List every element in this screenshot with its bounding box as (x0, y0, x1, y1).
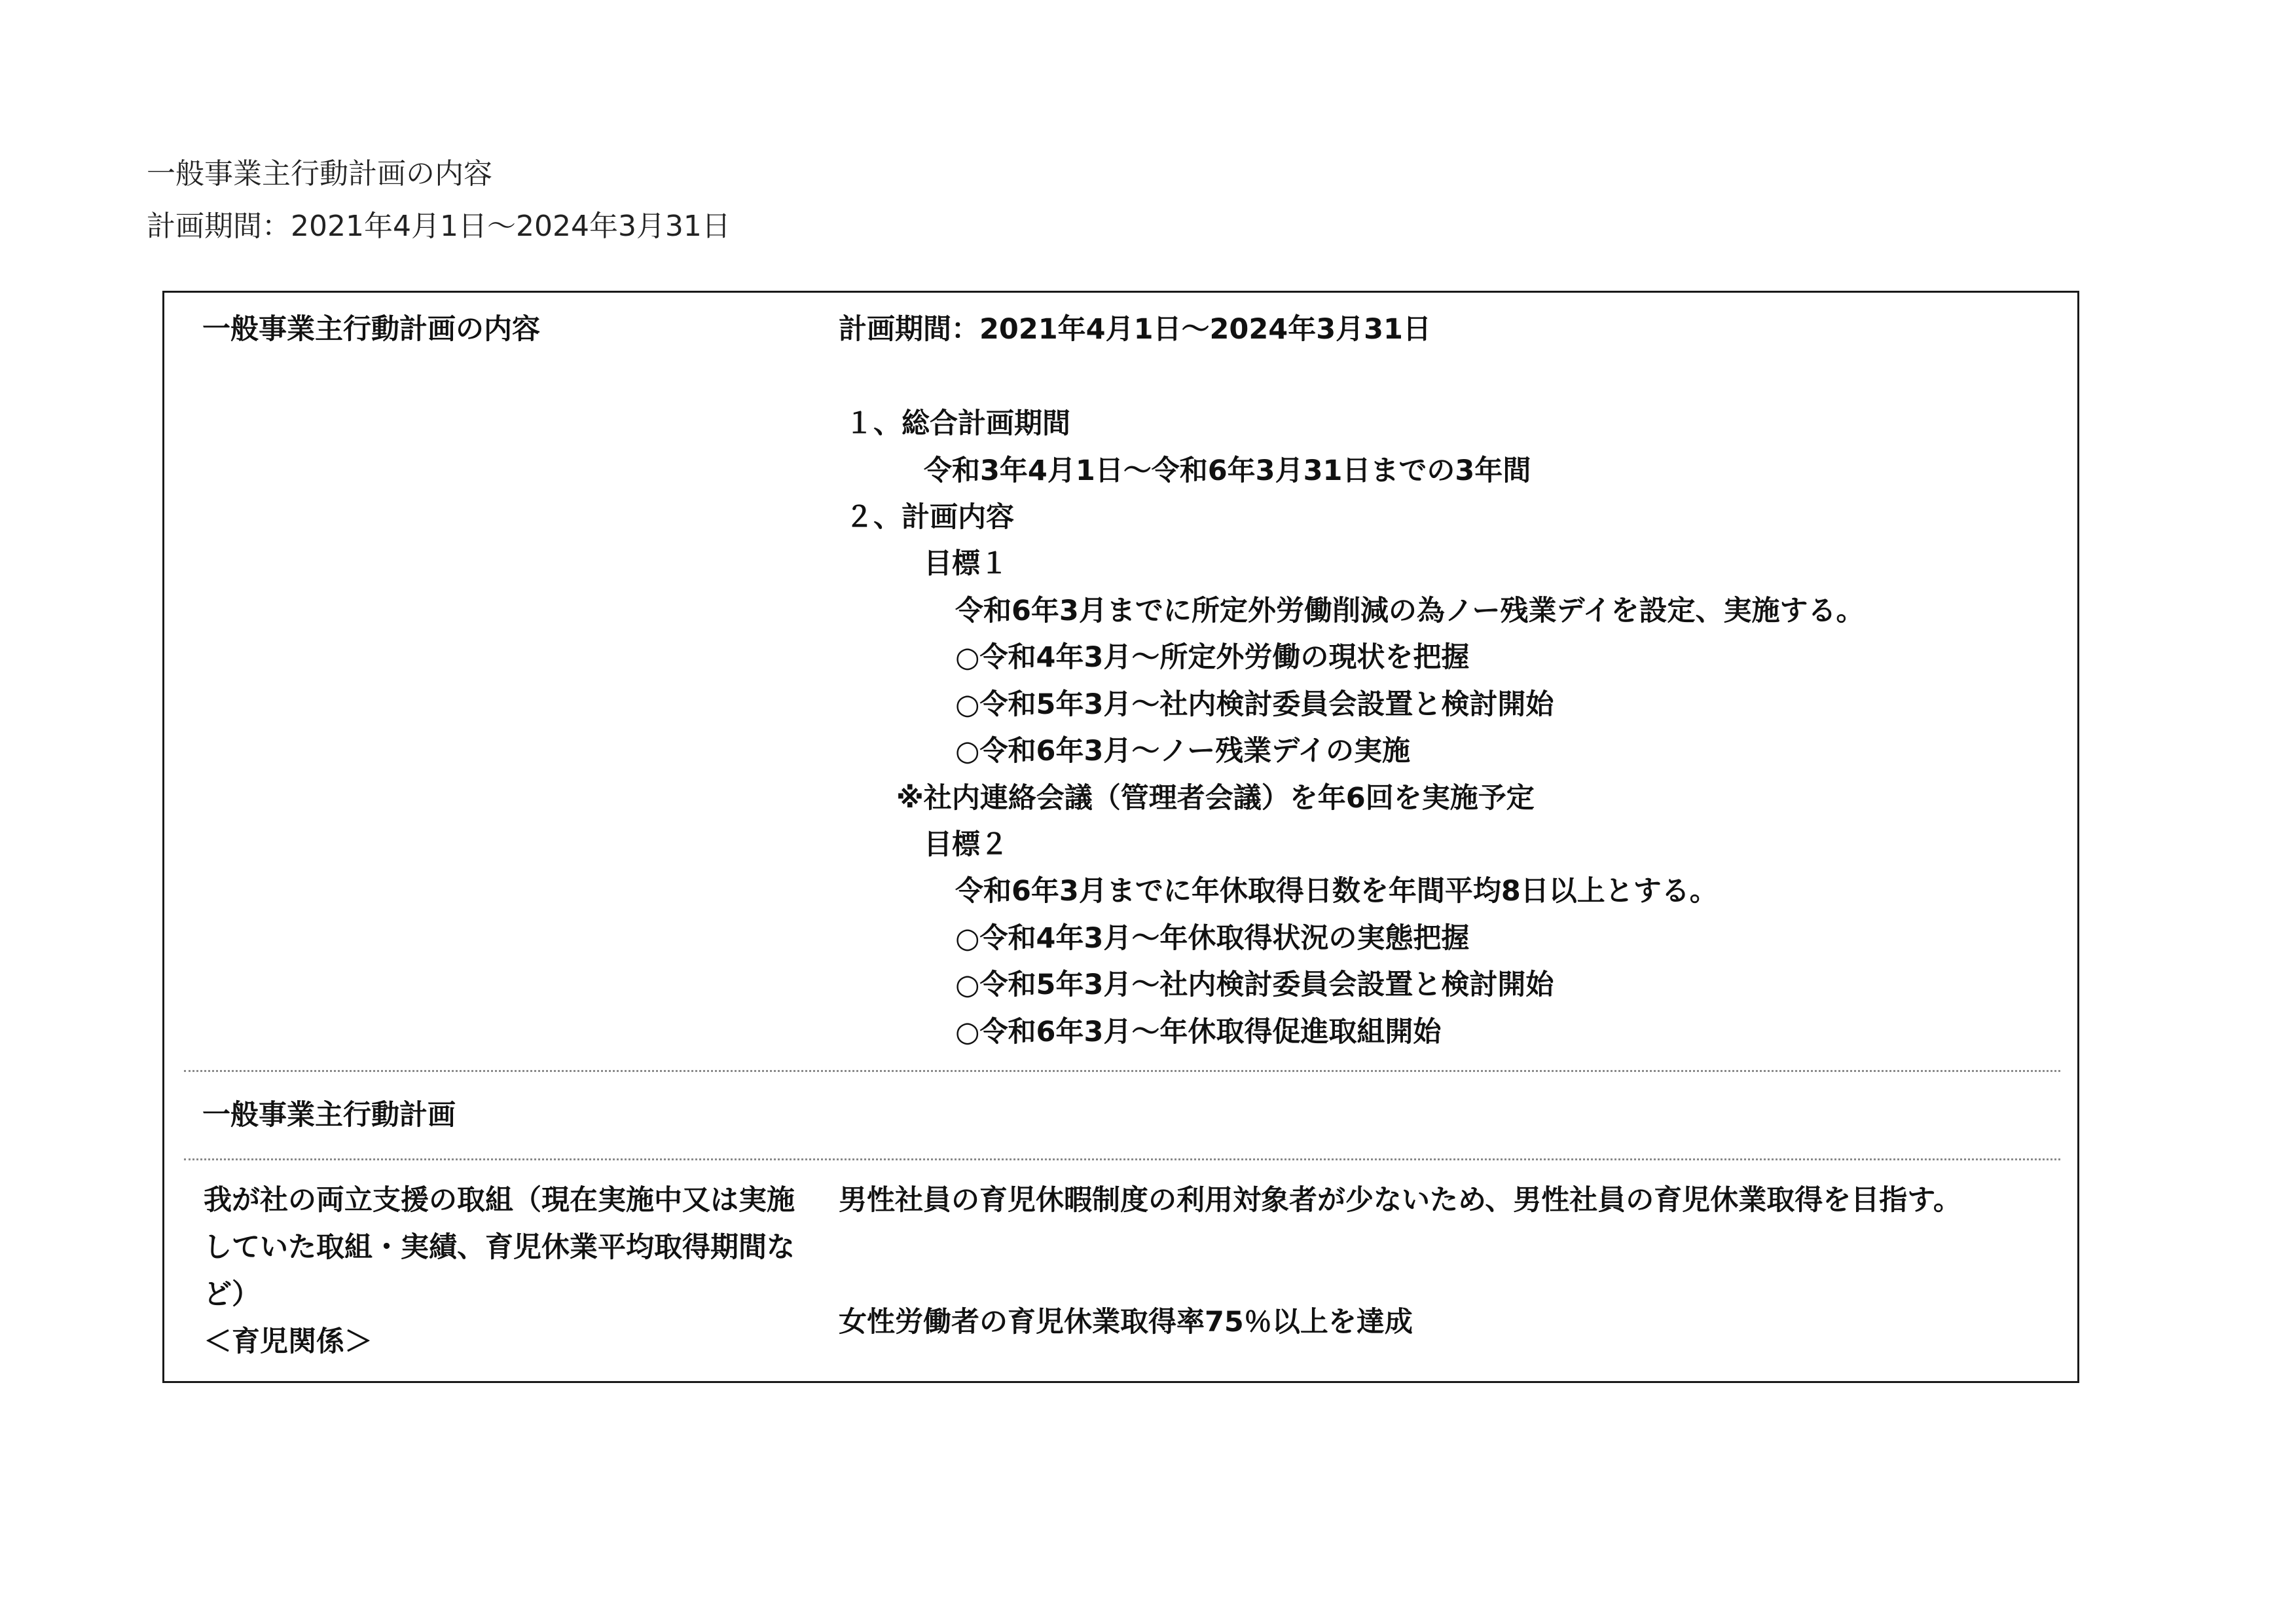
plan-line-goal-2-desc: 令和6年3月までに年休取得日数を年間平均8日以上とする。 (955, 875, 1718, 908)
row-divider-2 (184, 1158, 2060, 1160)
document-title: 一般事業主行動計画の内容 (147, 157, 492, 191)
plan-line-note: ※社内連絡会議（管理者会議）を年6回を実施予定 (896, 782, 1535, 815)
row-divider-1 (184, 1070, 2060, 1072)
plan-table (162, 291, 2079, 1383)
plan-line-goal-2-step-2: ○令和5年3月～社内検討委員会設置と検討開始 (955, 969, 1554, 1001)
row3-left-line-2: していた取組・実績、育児休業平均取得期間な (204, 1231, 795, 1264)
plan-line-goal-1: 目標１ (924, 547, 1008, 580)
row3-left-line-3: ど） (204, 1278, 260, 1311)
document-period: 計画期間：2021年4月1日～2024年3月31日 (147, 210, 731, 243)
row3-right-line-1: 男性社員の育児休暇制度の利用対象者が少ないため、男性社員の育児休業取得を目指す。 (839, 1184, 1961, 1217)
plan-line-total-period: 令和3年4月1日～令和6年3月31日までの3年間 (924, 454, 1531, 487)
plan-line-goal-1-step-1: ○令和4年3月～所定外労働の現状を把握 (955, 641, 1470, 674)
plan-line-section-2: ２、計画内容 (845, 501, 1014, 534)
plan-line-goal-1-step-2: ○令和5年3月～社内検討委員会設置と検討開始 (955, 688, 1554, 721)
plan-line-goal-1-desc: 令和6年3月までに所定外労働削減の為ノー残業デイを設定、実施する。 (955, 595, 1865, 627)
row1-left-label: 一般事業主行動計画の内容 (202, 313, 540, 346)
plan-line-section-1: １、総合計画期間 (845, 407, 1070, 440)
row3-left-line-4: ＜育児関係＞ (204, 1325, 373, 1358)
row3-right-line-2: 女性労働者の育児休業取得率75％以上を達成 (839, 1306, 1413, 1338)
plan-line-goal-2: 目標２ (924, 828, 1008, 861)
plan-line-goal-2-step-3: ○令和6年3月～年休取得促進取組開始 (955, 1016, 1442, 1048)
row3-left-line-1: 我が社の両立支援の取組（現在実施中又は実施 (204, 1184, 795, 1217)
row3-left-text (204, 1177, 819, 1365)
plan-line-goal-1-step-3: ○令和6年3月～ノー残業デイの実施 (955, 735, 1411, 767)
plan-line-goal-2-step-1: ○令和4年3月～年休取得状況の実態把握 (955, 922, 1470, 955)
row2-left-label: 一般事業主行動計画 (202, 1099, 456, 1132)
row1-period-heading: 計画期間：2021年4月1日～2024年3月31日 (839, 313, 1431, 346)
